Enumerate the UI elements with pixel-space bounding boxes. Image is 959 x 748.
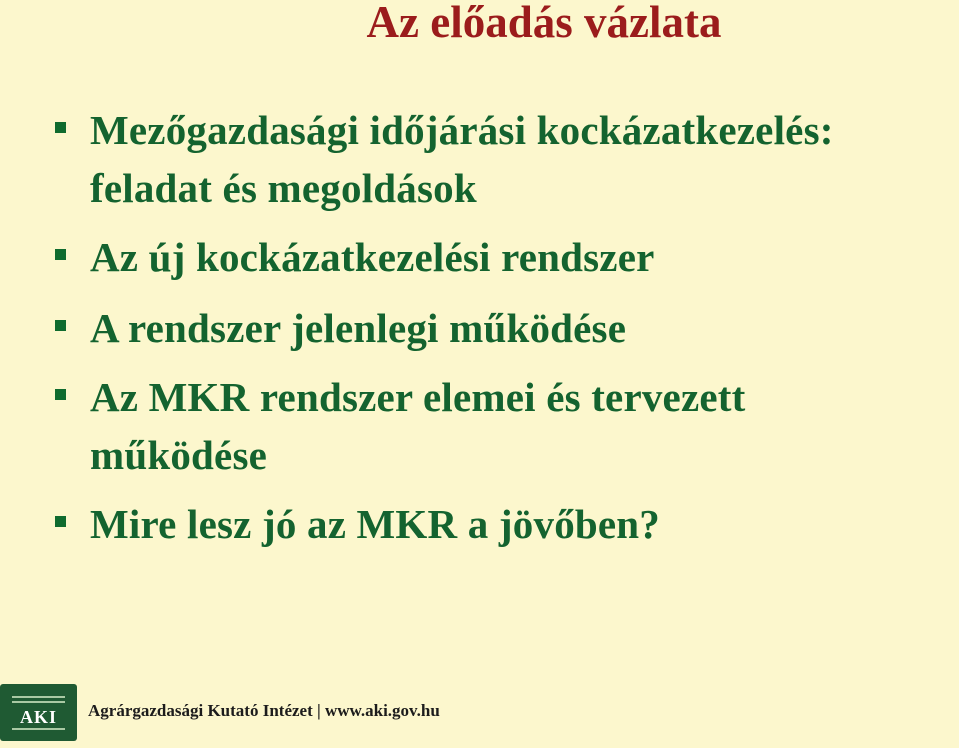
footer	[0, 684, 959, 744]
slide-title: Az előadás vázlata	[366, 0, 722, 47]
footer-institute-text: Agrárgazdasági Kutató Intézet | www.aki.gov.hu	[88, 701, 440, 720]
logo-text: AKI	[19, 707, 57, 727]
aki-logo	[0, 684, 77, 741]
logo-stripe	[12, 701, 65, 703]
bullet-line: működése	[90, 432, 268, 478]
logo-stripe	[12, 696, 65, 698]
bullet-line: A rendszer jelenlegi működése	[90, 305, 627, 351]
square-bullet-icon	[55, 320, 66, 331]
square-bullet-icon	[55, 389, 66, 400]
bullet-line: Mezőgazdasági időjárási kockázatkezelés:	[90, 107, 834, 153]
square-bullet-icon	[55, 249, 66, 260]
bullet-line: Az MKR rendszer elemei és tervezett	[90, 374, 746, 420]
bullet-line: feladat és megoldások	[90, 165, 477, 211]
bullet-line: Az új kockázatkezelési rendszer	[90, 234, 655, 280]
square-bullet-icon	[55, 516, 66, 527]
square-bullet-icon	[55, 122, 66, 133]
bullet-line: Mire lesz jó az MKR a jövőben?	[90, 501, 660, 547]
logo-stripe	[12, 728, 65, 730]
